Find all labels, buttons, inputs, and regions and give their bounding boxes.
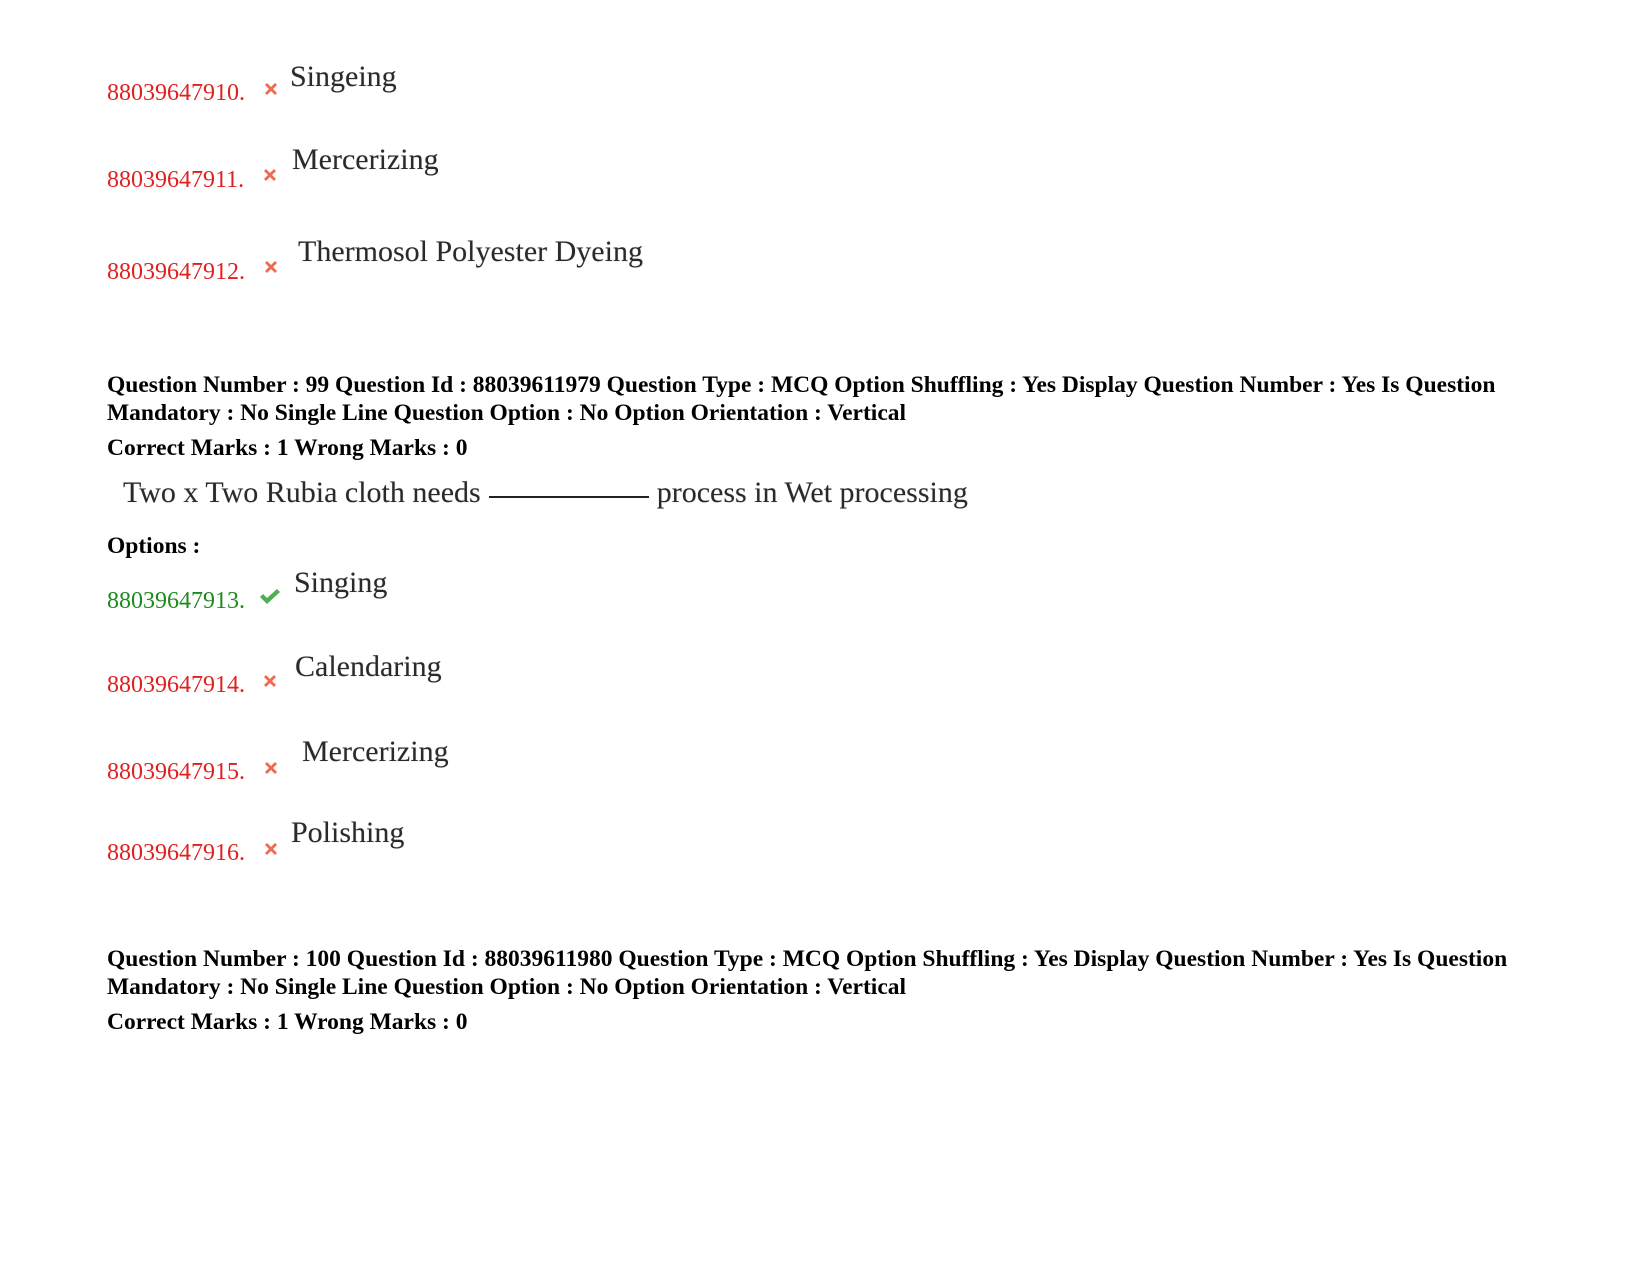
option-id: 88039647910. — [107, 80, 245, 106]
cross-icon — [261, 257, 281, 277]
cross-icon — [261, 839, 281, 859]
option-text: Singeing — [290, 60, 397, 93]
check-icon — [258, 587, 282, 607]
question-text-part1: Two x Two Rubia cloth needs — [123, 476, 481, 509]
option-text: Thermosol Polyester Dyeing — [298, 235, 643, 268]
option-id: 88039647916. — [107, 840, 245, 866]
option-text: Polishing — [291, 816, 405, 849]
question-text-part2: process in Wet processing — [656, 476, 968, 509]
option-id: 88039647913. — [107, 588, 245, 614]
question-marks: Correct Marks : 1 Wrong Marks : 0 — [107, 1009, 468, 1035]
cross-icon — [260, 671, 280, 691]
option-text: Singing — [294, 566, 388, 599]
option-id: 88039647915. — [107, 759, 245, 785]
question-meta: Question Number : 100 Question Id : 88039611980 Question Type : MCQ Option Shuffling : Yes Display Question Number : Yes Is Question Mandatory : No Single Line Question Option : No Option Orientation : Vertical — [107, 946, 1508, 1000]
question-text — [123, 476, 968, 510]
question-blank — [489, 496, 649, 498]
cross-icon — [261, 79, 281, 99]
cross-icon — [260, 165, 280, 185]
option-text: Mercerizing — [302, 735, 449, 768]
option-text: Calendaring — [295, 650, 442, 683]
cross-icon — [261, 758, 281, 778]
option-id: 88039647911. — [107, 167, 245, 193]
option-id: 88039647914. — [107, 672, 245, 698]
question-meta: Question Number : 99 Question Id : 88039611979 Question Type : MCQ Option Shuffling : Yes Display Question Number : Yes Is Question Mandatory : No Single Line Question Option : No Option Orientation : Vertical — [107, 372, 1496, 426]
question-marks: Correct Marks : 1 Wrong Marks : 0 — [107, 435, 468, 461]
option-text: Mercerizing — [292, 143, 439, 176]
option-id: 88039647912. — [107, 259, 245, 285]
options-label: Options : — [107, 533, 201, 559]
